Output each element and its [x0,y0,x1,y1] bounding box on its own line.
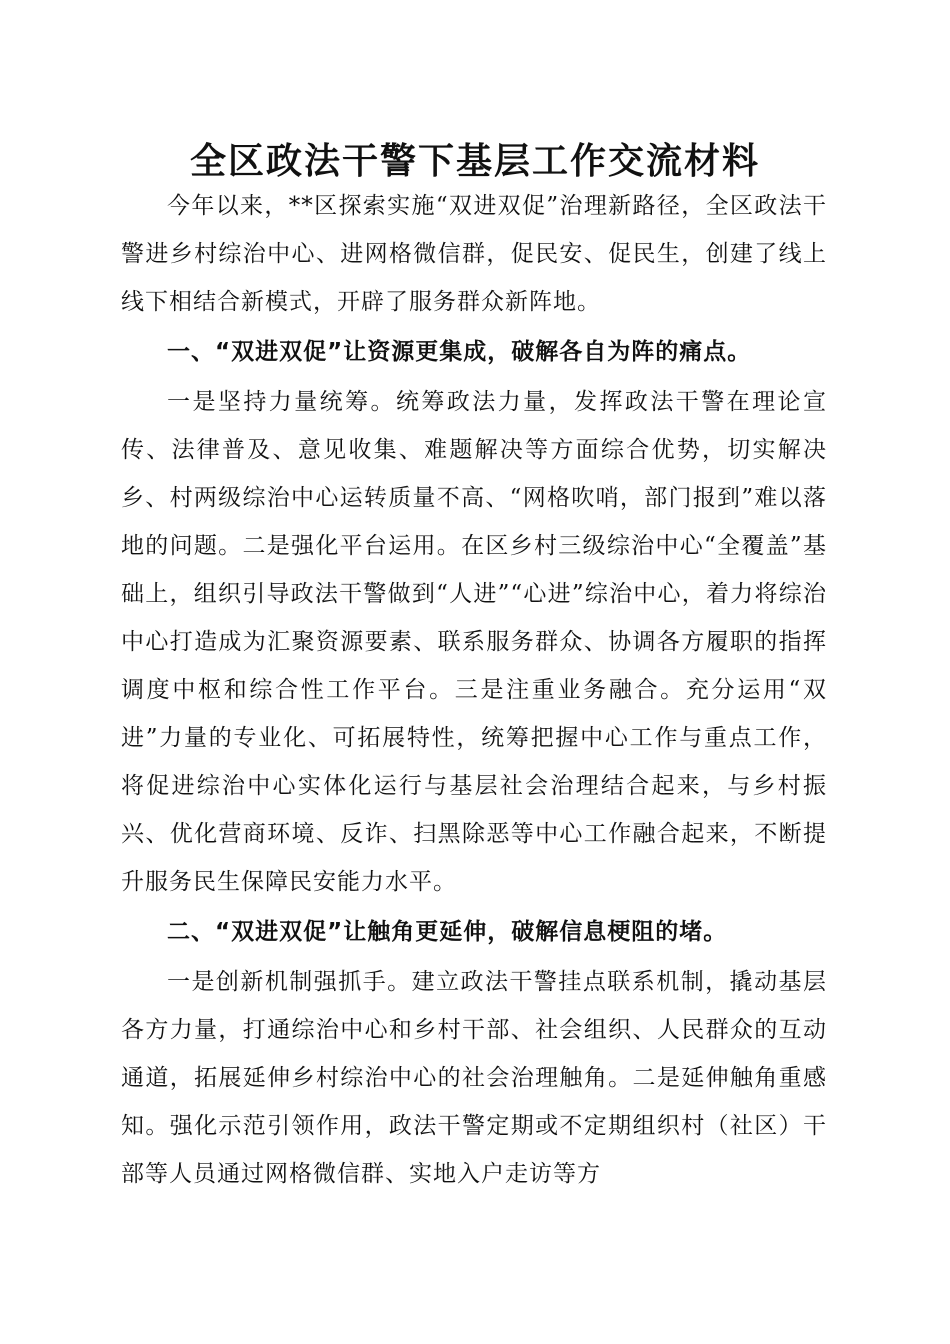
intro-paragraph: 今年以来，**区探索实施“双进双促”治理新路径，全区政法干警进乡村综治中心、进网格微信群，促民安、促民生，创建了线上线下相结合新模式，开辟了服务群众新阵地。 [121,193,827,315]
section-2-paragraph: 一是创新机制强抓手。建立政法干警挂点联系机制，撬动基层各方力量，打通综治中心和乡村干部、社会组织、人民群众的互动通道，拓展延伸乡村综治中心的社会治理触角。二是延伸触角重感知。强化示范引领作用，政法干警定期或不定期组织村（社区）干部等人员通过网格微信群、实地入户走访等方 [121,969,827,1187]
document-body [121,182,827,1198]
section-heading-1: 一、“双进双促”让资源更集成，破解各自为阵的痛点。 [167,339,752,365]
document-title: 全区政法干警下基层工作交流材料 [189,140,760,182]
section-heading-2: 二、“双进双促”让触角更延伸，破解信息梗阻的堵。 [167,919,728,945]
section-1-paragraph: 一是坚持力量统筹。统筹政法力量，发挥政法干警在理论宣传、法律普及、意见收集、难题解决等方面综合优势，切实解决乡、村两级综治中心运转质量不高、“网格吹哨，部门报到”难以落地的问题。二是强化平台运用。在区乡村三级综治中心“全覆盖”基础上，组织引导政法干警做到“人进”“心进”综治中心，着力将综治中心打造成为汇聚资源要素、联系服务群众、协调各方履职的指挥调度中枢和综合性工作平台。三是注重业务融合。充分运用“双进”力量的专业化、可拓展特性，统筹把握中心工作与重点工作，将促进综治中心实体化运行与基层社会治理结合起来，与乡村振兴、优化营商环境、反诈、扫黑除恶等中心工作融合起来，不断提升服务民生保障民安能力水平。 [121,389,827,895]
